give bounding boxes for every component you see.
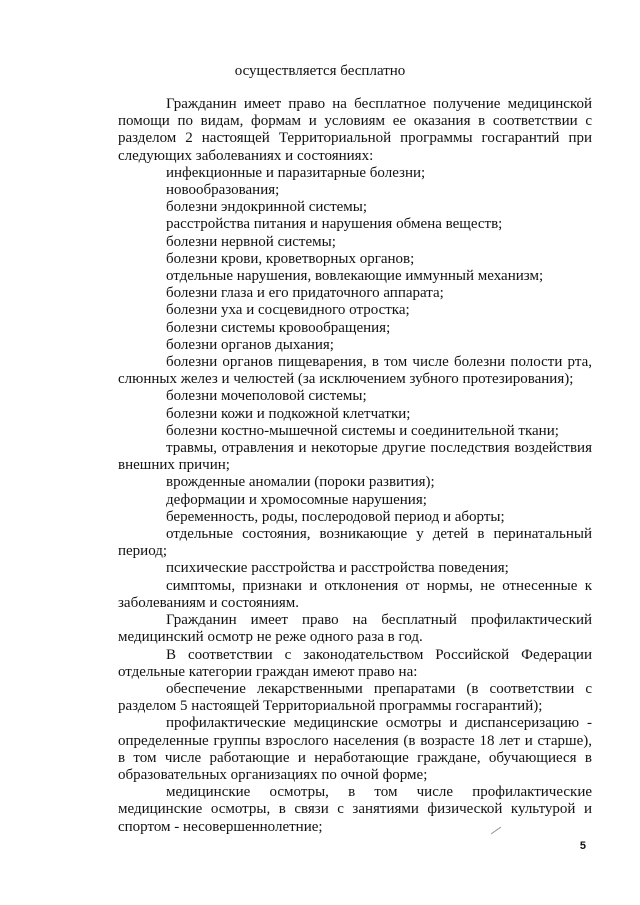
condition-item: болезни глаза и его придаточного аппарата; xyxy=(166,285,444,302)
condition-item: болезни мочеполовой системы; xyxy=(166,388,367,405)
condition-item: отдельные нарушения, вовлекающие иммунный механизм; xyxy=(166,268,544,285)
condition-item: отдельные состояния, возникающие у детей в перинатальный период; xyxy=(118,526,592,560)
right-item: медицинские осмотры, в том числе профилактические медицинские осмотры, в связи с занятиями физической культурой и спортом - несовершеннолетние; xyxy=(118,784,592,835)
condition-item: болезни системы кровообращения; xyxy=(166,319,391,336)
condition-item: травмы, отравления и некоторые другие последствия воздействия внешних причин; xyxy=(118,440,592,474)
condition-item: болезни кожи и подкожной клетчатки; xyxy=(166,405,411,422)
condition-item: болезни органов пищеварения, в том числе болезни полости рта, слюнных желез и челюстей (за исключением зубного протезирования); xyxy=(118,354,592,388)
document-body xyxy=(118,96,592,836)
condition-item: беременность, роды, послеродовой период и аборты; xyxy=(166,508,505,525)
condition-item: болезни костно-мышечной системы и соединительной ткани; xyxy=(166,422,559,439)
condition-item: деформации и хромосомные нарушения; xyxy=(166,491,427,508)
categories-paragraph: В соответствии с законодательством Российской Федерации отдельные категории граждан имеют право на: xyxy=(118,646,592,680)
rights-list xyxy=(118,681,592,836)
condition-item: болезни крови, кроветворных органов; xyxy=(166,250,415,267)
condition-item: болезни уха и сосцевидного отростка; xyxy=(166,302,410,319)
intro-paragraph: Гражданин имеет право на бесплатное получение медицинской помощи по видам, формам и условиям ее оказания в соответствии с разделом 2 настоящей Территориальной программы госгарантий при следующих заболеваниях и состояниях: xyxy=(118,96,592,164)
page-number: 5 xyxy=(579,840,586,852)
condition-item: болезни эндокринной системы; xyxy=(166,199,368,216)
checkup-paragraph: Гражданин имеет право на бесплатный профилактический медицинский осмотр не реже одного раза в год. xyxy=(118,612,592,646)
right-item: обеспечение лекарственными препаратами (в соответствии с разделом 5 настоящей Территориальной программы госгарантий); xyxy=(118,680,592,715)
condition-item: врожденные аномалии (пороки развития); xyxy=(166,474,435,491)
condition-item: симптомы, признаки и отклонения от нормы, не отнесенные к заболеваниям и состояниям. xyxy=(118,577,592,611)
condition-item: инфекционные и паразитарные болезни; xyxy=(166,164,426,181)
condition-item: болезни органов дыхания; xyxy=(166,336,334,353)
right-item: профилактические медицинские осмотры и диспансеризацию - определенные группы взрослого населения (в возрасте 18 лет и старше), в том числе работающие и неработающие граждане, обучающиеся в образовательных организациях по очной форме; xyxy=(118,715,592,783)
page-heading: осуществляется бесплатно xyxy=(234,63,406,79)
condition-item: новообразования; xyxy=(166,182,280,199)
condition-item: психические расстройства и расстройства поведения; xyxy=(166,560,509,577)
condition-item: болезни нервной системы; xyxy=(166,233,336,250)
condition-item: расстройства питания и нарушения обмена веществ; xyxy=(166,216,503,233)
conditions-list xyxy=(118,165,592,612)
